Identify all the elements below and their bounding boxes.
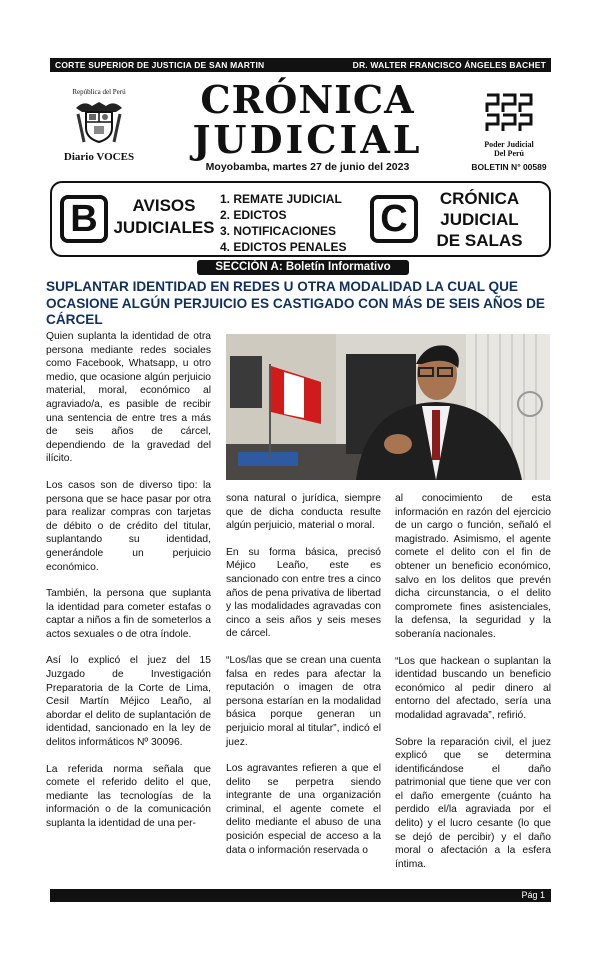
- republic-label: República del Perú: [72, 88, 126, 96]
- poder-judicial-block: [464, 92, 554, 172]
- list-item: 2. EDICTOS: [220, 208, 287, 222]
- cronica-line2: JUDICIAL: [440, 210, 519, 229]
- article-column-3: [395, 492, 551, 884]
- court-name: CORTE SUPERIOR DE JUSTICIA DE SAN MARTIN: [55, 60, 265, 70]
- article-column-1: [46, 330, 211, 844]
- list-item: 1. REMATE JUDICIAL: [220, 192, 342, 206]
- paragraph: “Los/las que se crean una cuenta falsa en redes para afectar la reputación o imagen de otra persona estarían en la modalidad básica porque generan un perjuicio moral al titular”, indicó el juez.: [226, 654, 381, 748]
- paragraph: Los casos son de diverso tipo: la persona que se hace pasar por otra para realizar compras con tarjetas de débito o de crédito del titular, suplantando su identidad, generándole un perjuicio económico.: [46, 479, 211, 573]
- article-photo: [226, 334, 550, 480]
- section-label: SECCIÓN A: Boletín Informativo: [197, 260, 409, 275]
- bulletin-number: BOLETIN N° 00589: [471, 162, 547, 172]
- diario-voces-seal: [58, 88, 140, 174]
- paragraph: “Los que hackean o suplantan la identidad buscando un beneficio económico al pedir dinero al entorno del afectado, sería una modalidad agravada”, refirió.: [395, 655, 551, 721]
- header-bar: [50, 58, 551, 72]
- article-headline: SUPLANTAR IDENTIDAD EN REDES U OTRA MODALIDAD LA CUAL QUE OCASIONE ALGÚN PERJUICIO ES CASTIGADO CON MÁS DE SEIS AÑOS DE CÁRCEL: [46, 279, 545, 327]
- sections-index-box: [50, 181, 551, 257]
- cronica-line3: DE SALAS: [436, 231, 523, 250]
- diario-voces-label: Diario VOCES: [63, 151, 135, 163]
- cronica-salas-title: [422, 188, 537, 251]
- paragraph: al conocimiento de esta información en razón del ejercicio de un cargo o función, señaló el magistrado. Asimismo, el agente comete el delito con el fin de obtener un beneficio económico, salvo en los delitos que prevén dicha circunstancia, o el delito compromete fines asistenciales, la defensa, la seguridad y la soberanía nacionales.: [395, 493, 551, 640]
- paragraph: sona natural o jurídica, siempre que de dicha conducta resulte algún perjuicio, material o moral.: [226, 493, 381, 532]
- list-item: 4. EDICTOS PENALES: [220, 240, 347, 254]
- judge-photo-illustration: [226, 334, 550, 480]
- coat-of-arms-icon: [72, 98, 126, 144]
- avisos-line2: JUDICIALES: [113, 218, 215, 237]
- cronica-line1: CRÓNICA: [439, 189, 520, 208]
- paragraph: Sobre la reparación civil, el juez explicó que se determina identificándose el daño patrimonial que tiene que ver con el daño emergente (cuánto ha perdido el/la agraviada por el delito) y el lucro cesante (lo que se dejó de percibir) y el daño moral o afectación a la esfera íntima.: [395, 736, 551, 870]
- page-number: Pág 1: [521, 890, 545, 900]
- list-item: 3. NOTIFICACIONES: [220, 224, 337, 238]
- section-letter-b: B: [60, 195, 108, 243]
- paragraph: En su forma básica, precisó Méjico Leaño, este es sancionado con entre tres a cinco años de pena privativa de libertad y las modalidades agravadas con cinco a seis años y seis meses de cárcel.: [226, 546, 381, 640]
- paragraph: También, la persona que suplanta la identidad para cometer estafas o captar a niños a fin de someterlos a actos sexuales o de otra índole.: [46, 588, 211, 640]
- paragraph: Así lo explicó el juez del 15 Juzgado de Investigación Preparatoria de la Corte de Lima, Cesil Martín Méjico Leaño, al abordar el delito de suplantación de identidad, sancionado en la ley de delitos informáticos Nº 30096.: [46, 655, 211, 749]
- issue-date: Moyobamba, martes 27 de junio del 2023: [205, 161, 410, 173]
- avisos-judiciales-title: [108, 195, 220, 239]
- masthead: [175, 77, 440, 173]
- avisos-line1: AVISOS: [132, 196, 196, 215]
- del-peru-label: Del Perú: [494, 149, 524, 158]
- president-name: DR. WALTER FRANCISCO ÁNGELES BACHET: [352, 60, 546, 70]
- paragraph: Quien suplanta la identidad de otra persona mediante redes sociales como Facebook, Whatsapp, u otro medio, que ocasione algún perjuicio material, moral, económico al agraviado/a, es pasible de recibir una sentencia de entre tres a más de seis años de cárcel, dependiendo de la gravedad del ilícito.: [46, 331, 211, 465]
- poder-judicial-logo-icon: [484, 92, 534, 132]
- masthead-title-line2: JUDICIAL: [192, 117, 423, 162]
- masthead-title-line1: CRÓNICA: [200, 77, 415, 122]
- footer-bar: [50, 889, 551, 902]
- paragraph: La referida norma señala que comete el referido delito el que, mediante las tecnologías de la información o de la comunicación suplanta la identidad de una per-: [46, 763, 211, 829]
- paragraph: Los agravantes refieren a que el delito se perpetra siendo integrante de una organización criminal, el agente comete el delito mediante el abuso de una posición especial de acceso a la data o información reservada o: [226, 763, 381, 856]
- section-b-list: [220, 191, 346, 255]
- section-letter-c: C: [370, 195, 418, 243]
- poder-judicial-name: Poder Judicial: [484, 140, 534, 149]
- article-column-2: [226, 492, 381, 870]
